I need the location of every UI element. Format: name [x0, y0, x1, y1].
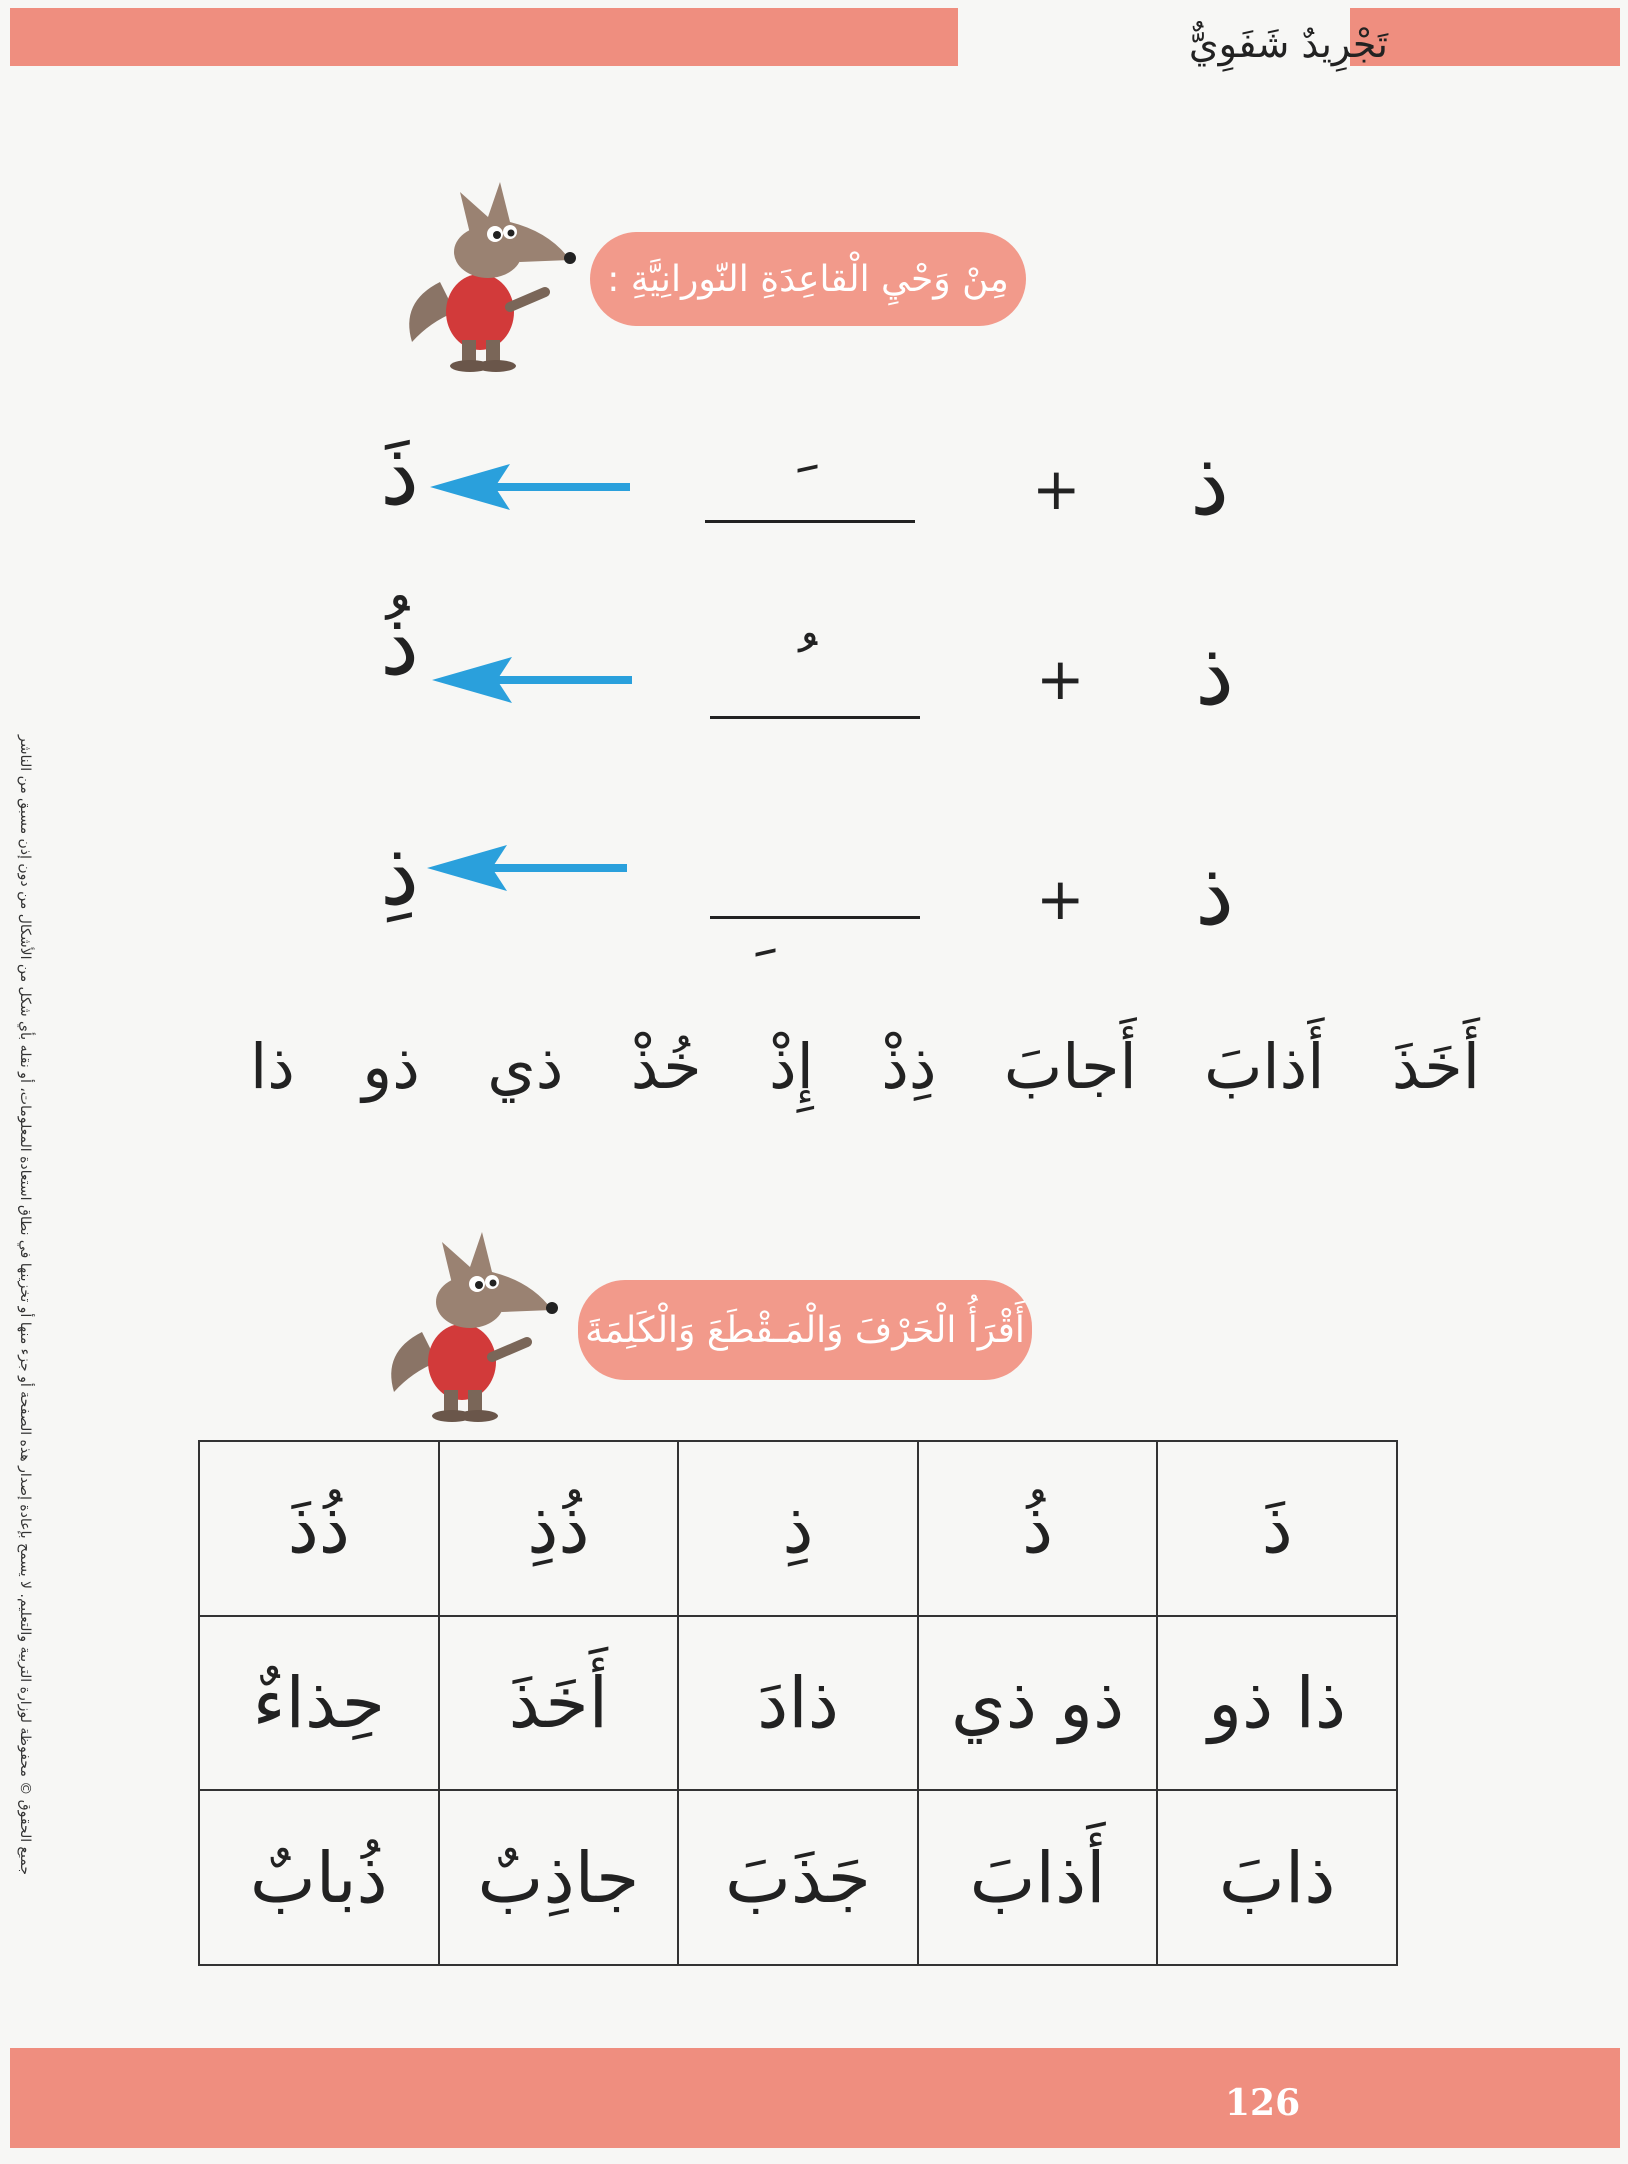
word: ذو: [362, 1030, 420, 1103]
word: أَجابَ: [1003, 1030, 1137, 1103]
letter-dhal-2: ذ: [1195, 622, 1235, 725]
result-dhal-fatha: ذَ: [380, 422, 420, 525]
table-cell: جاذِبٌ: [439, 1790, 679, 1965]
word: خُذْ: [630, 1030, 702, 1103]
word: أَخَذَ: [1391, 1030, 1480, 1103]
word: إِذْ: [769, 1030, 814, 1103]
answer-blank-2: [710, 716, 920, 719]
word: ذا: [250, 1030, 295, 1103]
table-row: [199, 1616, 1397, 1791]
plus-sign-2: +: [1036, 645, 1085, 713]
letter-dhal-1: ذ: [1190, 432, 1230, 535]
word: ذِذْ: [881, 1030, 937, 1103]
arrow-icon-1: [430, 462, 630, 512]
table-cell: ذُذِ: [439, 1441, 679, 1616]
arrow-icon-2: [432, 655, 632, 705]
table-cell: ذِ: [678, 1441, 918, 1616]
header-bar-left: [10, 8, 958, 66]
page-number: 126: [1225, 2082, 1301, 2124]
page-title: تَجْرِيدٌ شَفَوِيٌّ: [1188, 22, 1388, 66]
table-cell: جَذَبَ: [678, 1790, 918, 1965]
plus-sign-3: +: [1036, 865, 1085, 933]
table-cell: ذُ: [918, 1441, 1158, 1616]
arrow-icon-3: [427, 843, 627, 893]
table-cell: ذُذَ: [199, 1441, 439, 1616]
table-cell: ذا ذو: [1157, 1616, 1397, 1791]
table-cell: حِذاءٌ: [199, 1616, 439, 1791]
result-dhal-damma: ذُ: [380, 592, 420, 695]
section-label-nooraniya: مِنْ وَحْيِ الْقاعِدَةِ النّورانِيَّةِ :: [590, 232, 1026, 326]
table-cell: ذَ: [1157, 1441, 1397, 1616]
letter-dhal-3: ذ: [1195, 842, 1235, 945]
copyright-side-text: [6, 505, 42, 2105]
answer-blank-3: [710, 916, 920, 919]
table-row: [199, 1441, 1397, 1616]
reading-table: [198, 1440, 1398, 1966]
table-cell: ذابَ: [1157, 1790, 1397, 1965]
plus-sign-1: +: [1032, 455, 1081, 523]
table-cell: ذادَ: [678, 1616, 918, 1791]
table-cell: أَخَذَ: [439, 1616, 679, 1791]
header-bar-right: [1350, 8, 1620, 66]
footer-bar: [10, 2048, 1620, 2148]
table-cell: أَذابَ: [918, 1790, 1158, 1965]
words-line: [250, 1030, 1480, 1103]
result-dhal-kasra: ذِ: [380, 822, 420, 925]
table-cell: ذُبابٌ: [199, 1790, 439, 1965]
table-cell: ذو ذي: [918, 1616, 1158, 1791]
table-row: [199, 1790, 1397, 1965]
fox-character-icon: [382, 1222, 572, 1422]
section-label-read: أَقْرَأُ الْحَرْفَ وَالْمَـقْطَعَ وَالْكَلِمَةَ: [578, 1280, 1032, 1380]
fox-character-icon: [400, 172, 590, 372]
word: أَذابَ: [1204, 1030, 1325, 1103]
answer-blank-1: [705, 520, 915, 523]
copyright-text: جميع الحقوق © محفوظة لوزارة التربية والتعليم. لا يسمح بإعادة إصدار هذه الصفحة أو جزء منها أو تخزينها في نطاق استعادة المعلومات، أو نقله بأي شكل من الأشكال من دون إذن مسبق من الناشر: [17, 735, 33, 1875]
word: ذي: [487, 1030, 564, 1103]
